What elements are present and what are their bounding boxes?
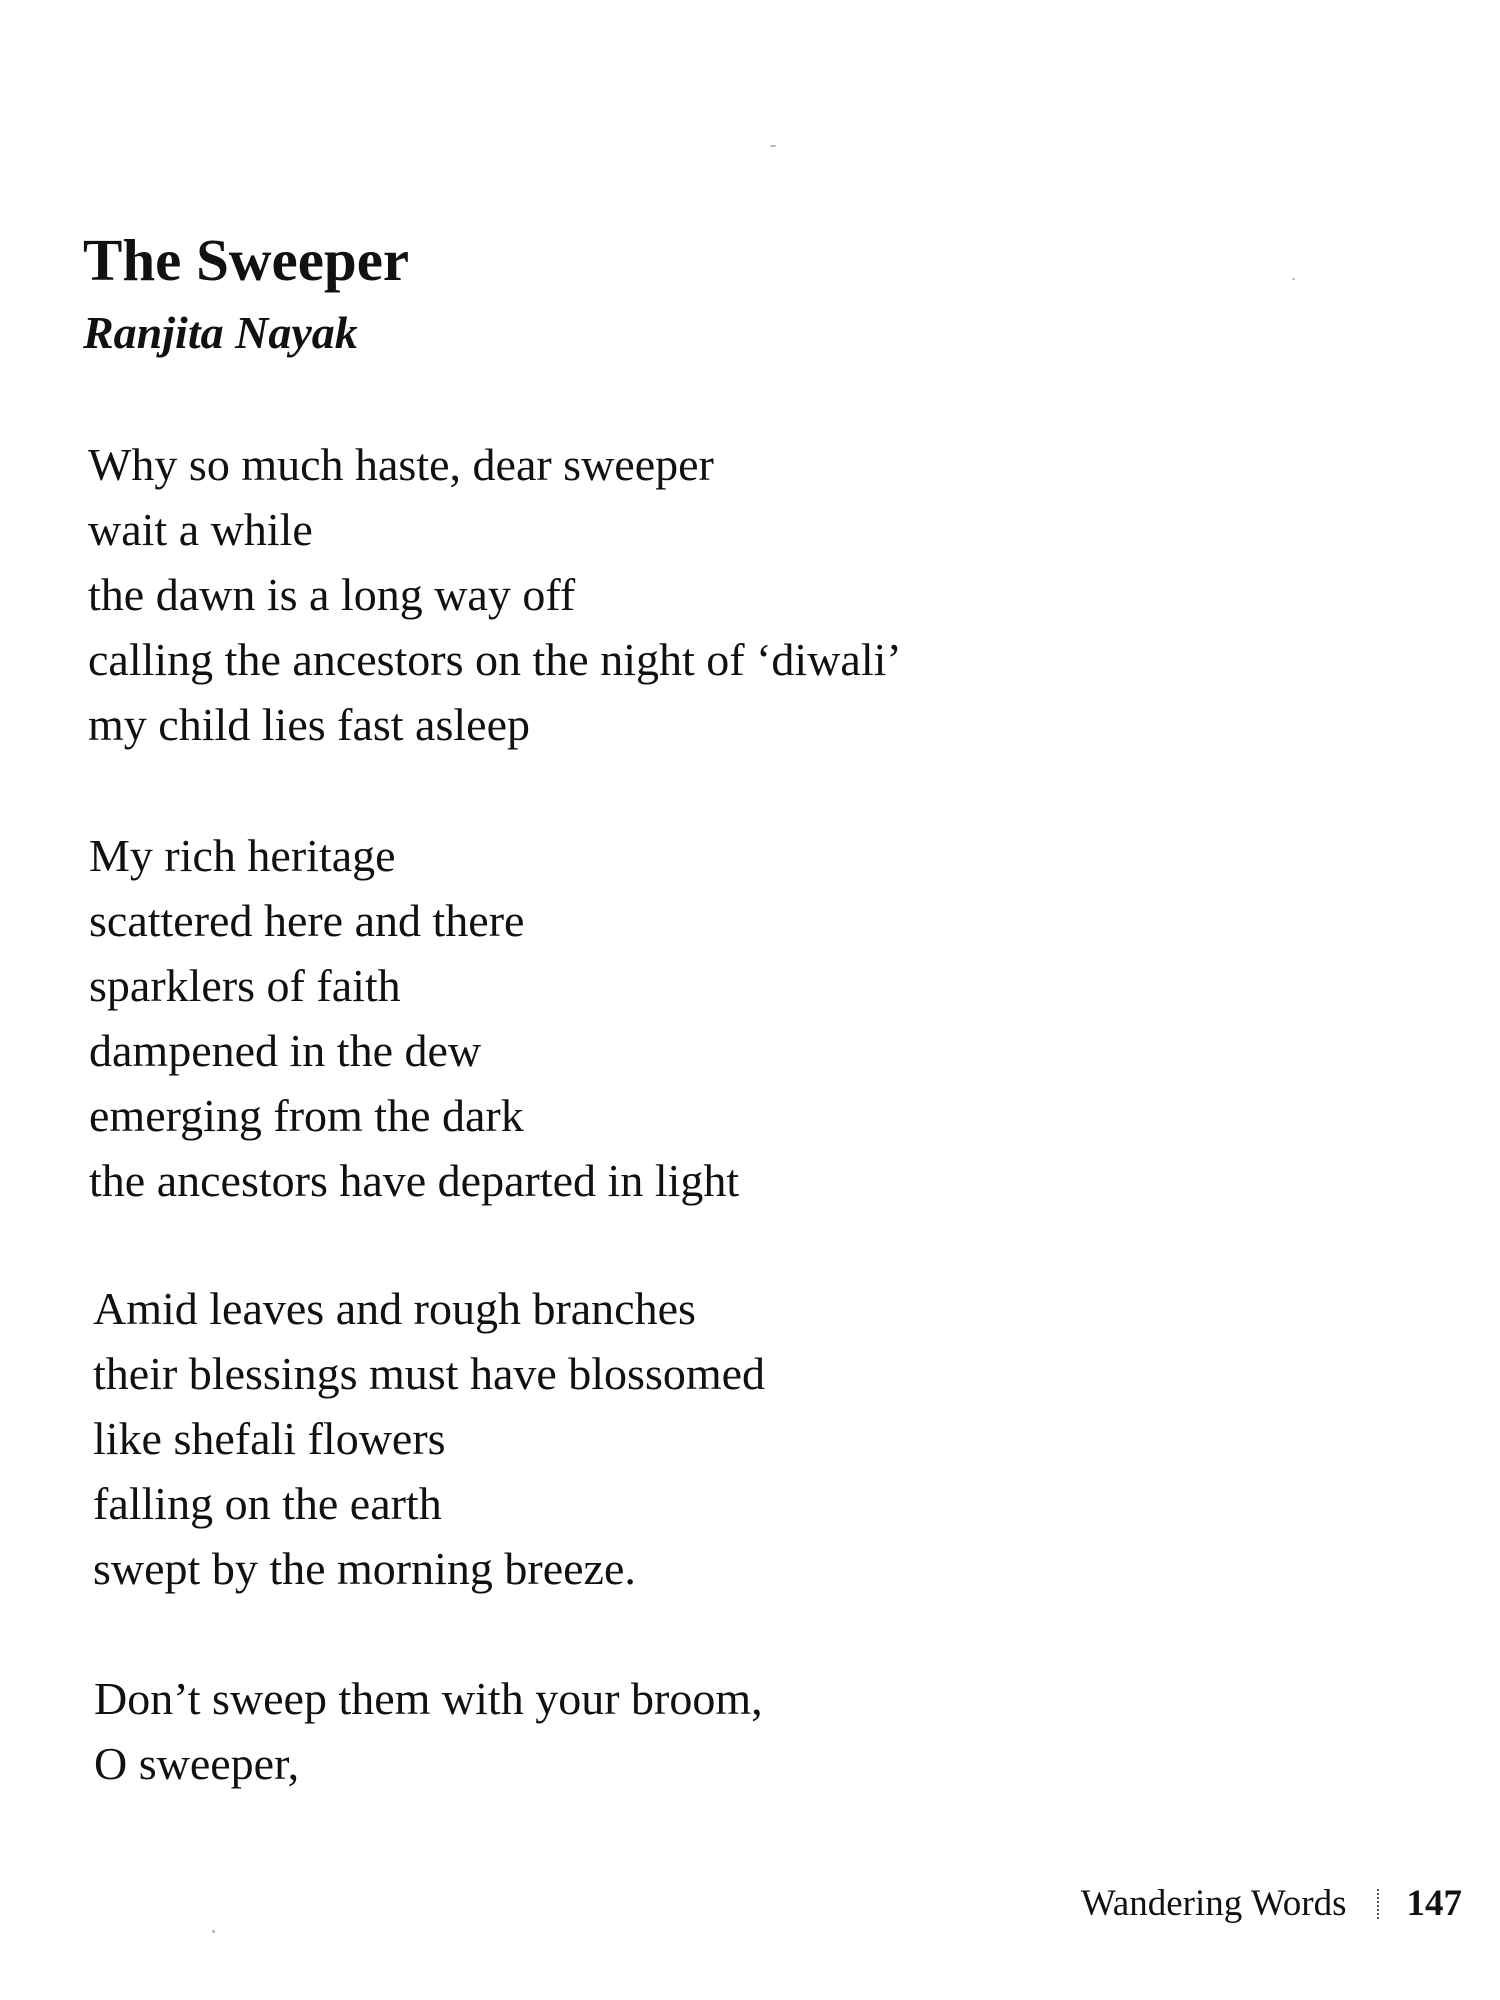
poem-author: Ranjita Nayak <box>83 307 358 358</box>
scan-speck <box>770 145 776 147</box>
stanza-2 <box>89 823 739 1213</box>
stanza-4 <box>94 1666 763 1796</box>
poem-line: falling on the earth <box>93 1478 442 1529</box>
poem-line: the ancestors have departed in light <box>89 1155 740 1206</box>
poem-line: O sweeper, <box>94 1738 300 1789</box>
poem-line: emerging from the dark <box>89 1090 524 1141</box>
poem-line: calling the ancestors on the night of ‘diwali’ <box>88 634 902 685</box>
page-number: 147 <box>1406 1883 1462 1924</box>
poem-line: their blessings must have blossomed <box>93 1348 766 1399</box>
footer-book-title: Wandering Words <box>1080 1883 1347 1924</box>
poem-line: the dawn is a long way off <box>88 569 576 620</box>
scan-speck <box>212 1930 215 1933</box>
stanza-1 <box>88 432 902 757</box>
poem-line: Amid leaves and rough branches <box>93 1283 696 1334</box>
stanza-3 <box>93 1276 765 1601</box>
poem-line: like shefali flowers <box>93 1413 446 1464</box>
poem-line: Why so much haste, dear sweeper <box>88 439 714 490</box>
page-footer <box>1081 1880 1462 1928</box>
poem-line: my child lies fast asleep <box>88 699 530 750</box>
poem-line: sparklers of faith <box>89 960 401 1011</box>
poem-line: Don’t sweep them with your broom, <box>94 1673 763 1724</box>
poem-line: wait a while <box>88 504 313 555</box>
poem-title: The Sweeper <box>83 227 410 293</box>
footer-separator <box>1377 1889 1381 1919</box>
poem-line: My rich heritage <box>89 830 396 881</box>
scan-speck <box>1292 278 1295 280</box>
poem-line: scattered here and there <box>89 895 525 946</box>
poem-line: dampened in the dew <box>89 1025 482 1076</box>
poem-line: swept by the morning breeze. <box>93 1543 636 1594</box>
